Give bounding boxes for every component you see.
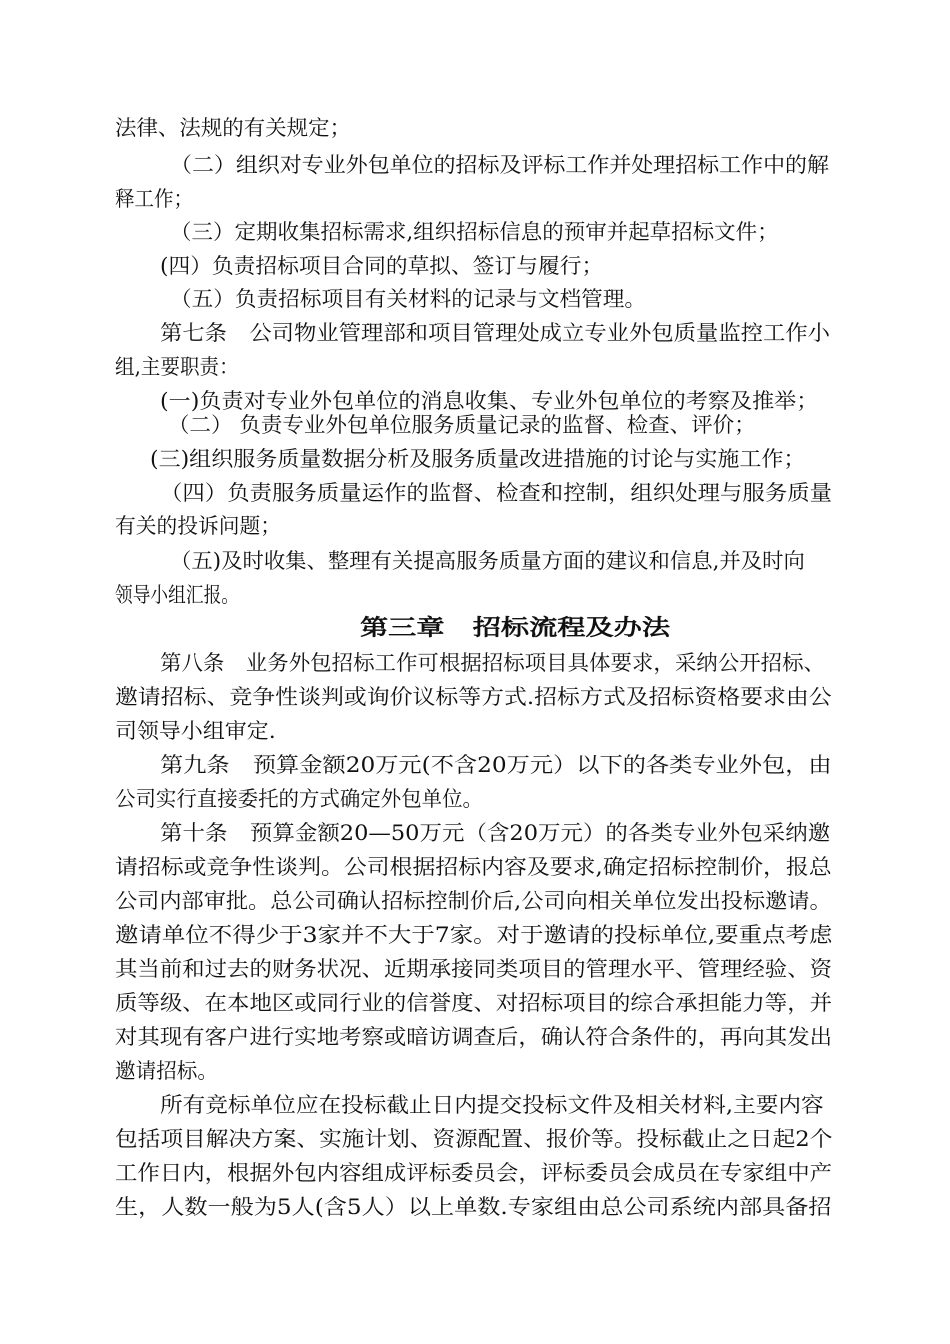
text-line: 邀请招标。 — [115, 1059, 219, 1083]
text-line: 司领导小组审定. — [115, 719, 276, 743]
text-line: 包括项目解决方案、实施计划、资源配置、报价等。投标截止之日起2个 — [115, 1127, 833, 1151]
text-line: 第八条 业务外包招标工作可根据招标项目具体要求，采纳公开招标、 — [160, 651, 825, 675]
text-line: 第十条 预算金额20—50万元（含20万元）的各类专业外包采纳邀 — [160, 821, 831, 845]
text-line: 邀请招标、竞争性谈判或询价议标等方式.招标方式及招标资格要求由公 — [115, 685, 832, 709]
text-line: 领导小组汇报。 — [115, 583, 239, 607]
text-line: 第九条 预算金额20万元(不含20万元）以下的各类专业外包，由 — [160, 753, 832, 777]
text-line: (三)组织服务质量数据分析及服务质量改进措施的讨论与实施工作； — [150, 447, 806, 471]
text-line: （五)及时收集、整理有关提高服务质量方面的建议和信息,并及时向 — [170, 549, 805, 573]
text-line: 邀请单位不得少于3家并不大于7家。对于邀请的投标单位,要重点考虑 — [115, 923, 833, 947]
text-line: (一)负责对专业外包单位的消息收集、专业外包单位的考察及推举； — [160, 389, 819, 413]
text-line: 组,主要职责： — [115, 355, 239, 379]
text-line: 请招标或竞争性谈判。公司根据招标内容及要求,确定招标控制价，报总 — [115, 855, 832, 879]
text-line: 释工作； — [115, 187, 194, 211]
text-line: 法律、法规的有关规定； — [115, 116, 351, 140]
text-line: (四）负责招标项目合同的草拟、签订与履行； — [160, 254, 604, 278]
text-line: （三）定期收集招标需求,组织招标信息的预审并起草招标文件； — [170, 220, 779, 244]
text-line: 生，人数一般为5人(含5人）以上单数.专家组由总公司系统内部具备招 — [115, 1195, 832, 1219]
text-line: （五）负责招标项目有关材料的记录与文档管理。 — [170, 287, 646, 311]
text-line: 工作日内，根据外包内容组成评标委员会，评标委员会成员在专家组中产 — [115, 1161, 833, 1185]
text-line: 公司实行直接委托的方式确定外包单位。 — [115, 787, 483, 811]
text-line: 所有竞标单位应在投标截止日内提交投标文件及相关材料,主要内容 — [160, 1093, 824, 1117]
text-line: （四）负责服务质量运作的监督、检查和控制，组织处理与服务质量 — [160, 481, 833, 505]
text-line: 对其现有客户进行实地考察或暗访调查后，确认符合条件的，再向其发出 — [115, 1025, 833, 1049]
text-line: 第七条 公司物业管理部和项目管理处成立专业外包质量监控工作小 — [160, 321, 831, 345]
text-line: 其当前和过去的财务状况、近期承接同类项目的管理水平、管理经验、资 — [115, 957, 833, 981]
text-line: 公司内部审批。总公司确认招标控制价后,公司向相关单位发出投标邀请。 — [115, 889, 832, 913]
chapter-heading: 第三章 招标流程及办法 — [360, 616, 671, 641]
text-line: 有关的投诉问题； — [115, 514, 282, 538]
text-line: 质等级、在本地区或同行业的信誉度、对招标项目的综合承担能力等，并 — [115, 991, 833, 1015]
text-line: （二） 负责专业外包单位服务质量记录的监督、检查、评价； — [168, 413, 756, 437]
text-line: （二）组织对专业外包单位的招标及评标工作并处理招标工作中的解 — [170, 153, 829, 177]
